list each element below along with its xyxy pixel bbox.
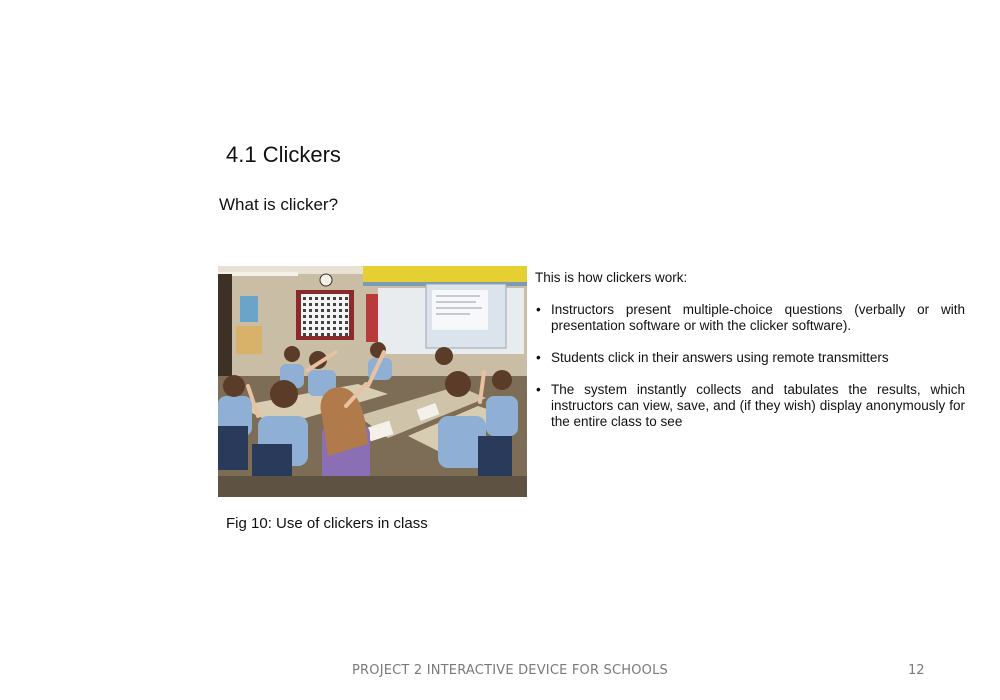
footer-project-title: PROJECT 2 INTERACTIVE DEVICE FOR SCHOOLS — [352, 663, 668, 678]
figure-caption: Fig 10: Use of clickers in class — [226, 515, 428, 532]
bullet-text: The system instantly collects and tabulates the results, which instructors can view, save, and (if they wish) display anonymously for the entire class to see — [551, 382, 965, 429]
bullet-text: Students click in their answers using remote transmitters — [551, 350, 889, 365]
bullet-icon: • — [536, 382, 541, 397]
question-subheading: What is clicker? — [219, 195, 339, 214]
bullet-icon: • — [536, 350, 541, 365]
page-number: 12 — [908, 663, 925, 678]
list-item — [535, 350, 965, 366]
list-item — [535, 302, 965, 334]
list-item — [535, 382, 965, 430]
explanation-block — [535, 270, 965, 446]
section-heading: 4.1 Clickers — [226, 142, 341, 167]
intro-text: This is how clickers work: — [535, 270, 688, 285]
bullet-icon: • — [536, 302, 541, 317]
bullet-text: Instructors present multiple-choice questions (verbally or with presentation software or with the clicker software). — [551, 302, 965, 333]
bullet-list — [535, 302, 965, 430]
classroom-photo — [218, 266, 527, 497]
